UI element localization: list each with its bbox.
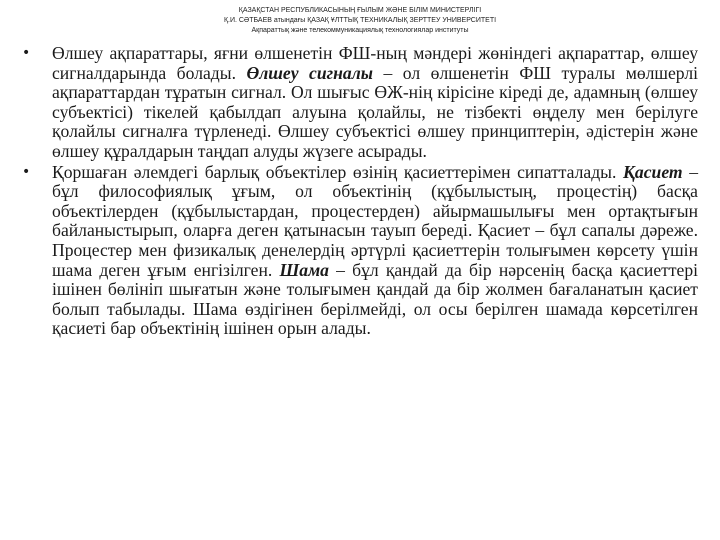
- term-property: Қасиет: [623, 161, 683, 182]
- paragraph-text: – ол өлшенетін ФШ туралы мөлшерлі ақпараттардан тұратын сигнал. Ол шығыс ӨЖ-нің кірісіне кіреді де, адамның (өлшеу субъектісі) тікелей қабылдап алуына қолайлы, не тізбекті өңделу мен берілуге қолайлы сигналға түрленеді. Өлшеу субъектісі өлшеу принциптерін, әдістерін және өлшеу құралдарын таңдап алуды жүзеге асырады.: [52, 62, 698, 161]
- bullet-paragraph-property: [18, 163, 698, 339]
- slide-body: [18, 44, 698, 340]
- bullet-paragraph-measurement-signal: [18, 44, 698, 162]
- term-quantity: Шама: [279, 259, 329, 280]
- header-institute: Ақпараттық және телекоммуникациялық технологиялар институты: [251, 27, 469, 34]
- paragraph-text: – бұл қандай да бір нәрсенің басқа қасиеттері ішінен бөлініп шығатын және толығымен қандай да бір жолмен бағаланатын қасиет болып табылады. Шама өздігінен берілмейді, ол осы берілген шамада көрсетілген қасиеті бар объектінің ішінен орын алады.: [52, 259, 698, 339]
- header-university: Қ.И. СӘТБАЕВ атындағы ҚАЗАҚ ҰЛТТЫҚ ТЕХНИКАЛЫҚ ЗЕРТТЕУ УНИВЕРСИТЕТІ: [223, 17, 497, 24]
- paragraph-text: Өлшеу ақпараттары, яғни өлшенетін ФШ-ның мәндері жөніндегі ақпараттар, өлшеу сигналдарында болады.: [52, 43, 698, 83]
- paragraph-text: – бұл философиялық ұғым, ол объектінің (құбылыстың, процестің) басқа объектілерден (құбылыстардан, процестерден) айырмашылығы мен ортақтығын байланыстырып, оларға деген қатынасын тауып береді. Қасиет – бұл сапалы дәреже. Процестер мен физикалық денелердің әртүрлі қасиеттерін толығымен көрсету үшін шама деген ұғым енгізілген.: [52, 161, 698, 280]
- term-measurement-signal: Өлшеу сигналы: [246, 62, 373, 83]
- document-header: [0, 6, 720, 36]
- paragraph-text: Қоршаған әлемдегі барлық объектілер өзінің қасиеттерімен сипатталады.: [52, 161, 623, 182]
- header-ministry: ҚАЗАҚСТАН РЕСПУБЛИКАСЫНЫҢ ҒЫЛЫМ ЖӘНЕ БІЛІМ МИНИСТЕРЛІГІ: [238, 7, 482, 14]
- bullet-icon: •: [22, 163, 31, 180]
- bullet-icon: •: [22, 45, 31, 61]
